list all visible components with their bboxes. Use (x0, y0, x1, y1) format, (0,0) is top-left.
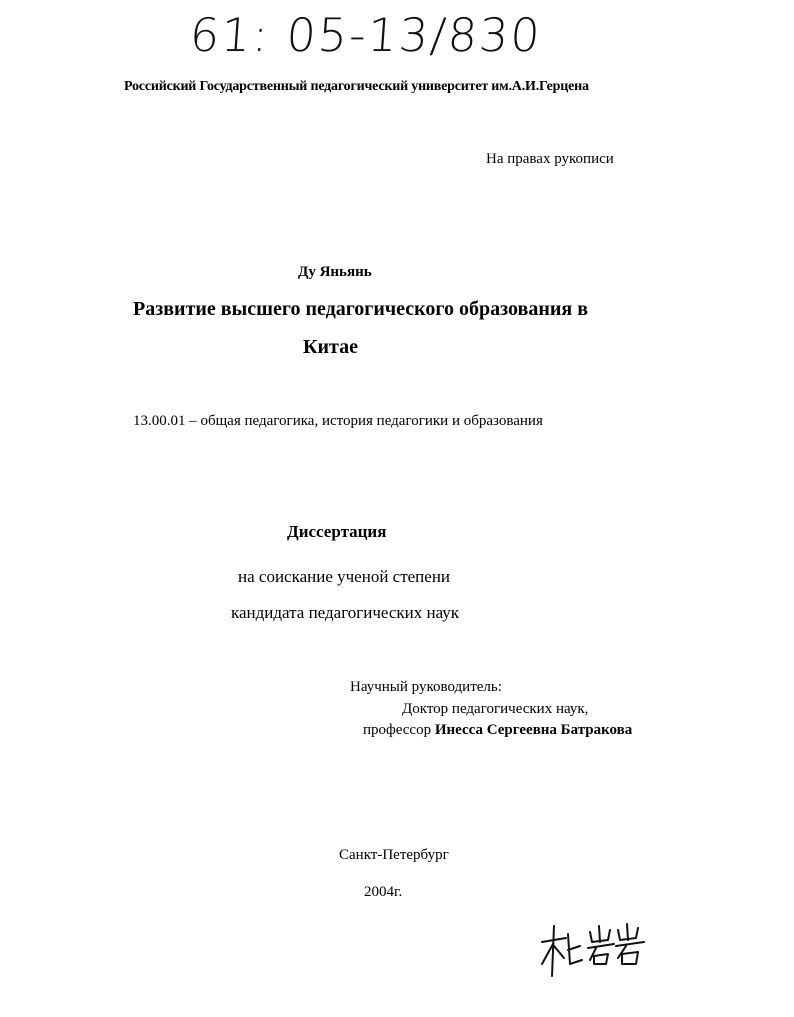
handwritten-catalog-code: 61: 05-13/830 (188, 8, 544, 62)
dissertation-heading: Диссертация (287, 522, 387, 541)
city: Санкт-Петербург (339, 847, 449, 863)
supervisor-position: профессор (363, 722, 432, 738)
degree-line1: на соискание ученой степени (238, 567, 451, 586)
dissertation-title-line1: Развитие высшего педагогического образования в (133, 298, 589, 320)
university-name: Российский Государственный педагогический университет им.А.И.Герцена (124, 79, 589, 94)
specialty-code: 13.00.01 – общая педагогика, история педагогики и образования (133, 413, 543, 429)
supervisor-name-line (363, 722, 632, 739)
supervisor-degree: Доктор педагогических наук, (402, 701, 589, 717)
rights-note: На правах рукописи (486, 151, 614, 167)
degree-line2: кандидата педагогических наук (231, 603, 460, 622)
dissertation-title-line2: Китае (303, 336, 358, 358)
author-name: Ду Яньянь (298, 264, 372, 280)
supervisor-label: Научный руководитель: (350, 679, 502, 695)
handwritten-signature (538, 920, 648, 980)
supervisor-name: Инесса Сергеевна Батракова (434, 722, 633, 738)
year: 2004г. (364, 884, 403, 900)
